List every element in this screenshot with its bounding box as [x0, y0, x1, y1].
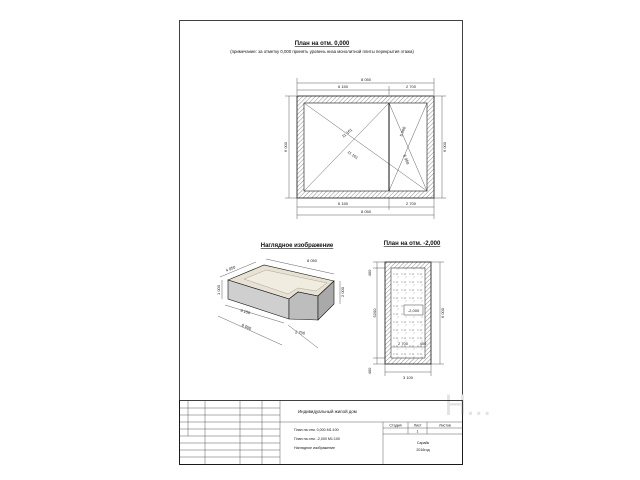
dim-diag-long-2: 11 161: [346, 149, 360, 161]
watermark: Н...: [444, 389, 492, 422]
iso-dim-2000: 2 000: [340, 286, 345, 298]
level-mark: -2,000: [407, 307, 420, 313]
header-sheet: Лист: [413, 423, 422, 428]
project-name: Индивидуальный жилой дом: [298, 409, 357, 414]
iso-dim-8050-bottom: 8 050: [241, 322, 253, 331]
iso-view: [216, 242, 345, 348]
dim-right-side: 6 000: [442, 141, 447, 153]
header-stage: Стадия: [389, 423, 402, 428]
plan-main-note: (примечание: за отметку 0,000 принять уровень низа монолитной плиты перекрытия этажа): [230, 49, 414, 54]
iso-dim-1000: 1 000: [216, 284, 221, 296]
dim-lower-bottom-3100: 3 100: [402, 375, 414, 380]
dim-lower-inner-400: 400: [419, 341, 427, 346]
sheet-name-2: 2016год: [416, 448, 430, 452]
dim-bottom-left: 6 150: [337, 201, 349, 206]
dim-top-left: 6 150: [337, 84, 349, 89]
plan-main-bottom-dims: [297, 198, 434, 219]
plan-lower-right-dims: [431, 262, 445, 364]
dim-top-total: 8 050: [360, 77, 372, 82]
dim-lower-bottom-400: 400: [367, 367, 372, 375]
sheet-line-2: План на отм. -2,000 М1:100: [294, 437, 340, 441]
plan-lower-left-dims: [367, 262, 385, 374]
dim-diag-long-1: 11 161: [340, 127, 354, 139]
title-block: [180, 401, 463, 465]
dim-lower-right-6000: 6 000: [440, 307, 445, 319]
dim-lower-inner-2700: 2 700: [397, 341, 409, 346]
sheet-line-1: План на отм. 0,000 М1:100: [294, 428, 339, 432]
iso-dim-2700: 2 700: [294, 329, 306, 336]
iso-view-title: Наглядное изображение: [260, 243, 334, 249]
sheet-line-3: Наглядное изображение: [294, 446, 336, 450]
iso-dim-8050-top: 8 050: [306, 258, 318, 263]
plan-main-title: План на отм. 0,000: [294, 41, 350, 47]
iso-dim-6150: 6 150: [239, 307, 251, 316]
dim-bottom-right: 2 700: [405, 201, 417, 206]
dim-diag-short-2: 5 968: [402, 153, 411, 166]
dim-left-side: 6 000: [283, 141, 288, 153]
plan-main: [230, 41, 447, 219]
plan-lower-title: План на отм. -2,000: [383, 241, 441, 247]
dim-lower-top-400: 400: [367, 269, 372, 277]
dim-diag-short-1: 5 968: [398, 125, 407, 138]
plan-lower-bottom-dims: [385, 364, 431, 380]
dim-lower-5200: 5200: [372, 308, 377, 318]
sheet-name-1: Сарайк: [416, 441, 430, 445]
dim-bottom-total: 8 050: [360, 209, 372, 214]
plan-main-top-dims: [297, 77, 434, 95]
iso-dim-4050: 4 050: [224, 264, 237, 273]
dim-top-right: 2 700: [405, 84, 417, 89]
header-sheets: Листов: [439, 423, 451, 428]
sheet-number: 1: [416, 429, 419, 434]
plan-lower: [367, 241, 445, 380]
